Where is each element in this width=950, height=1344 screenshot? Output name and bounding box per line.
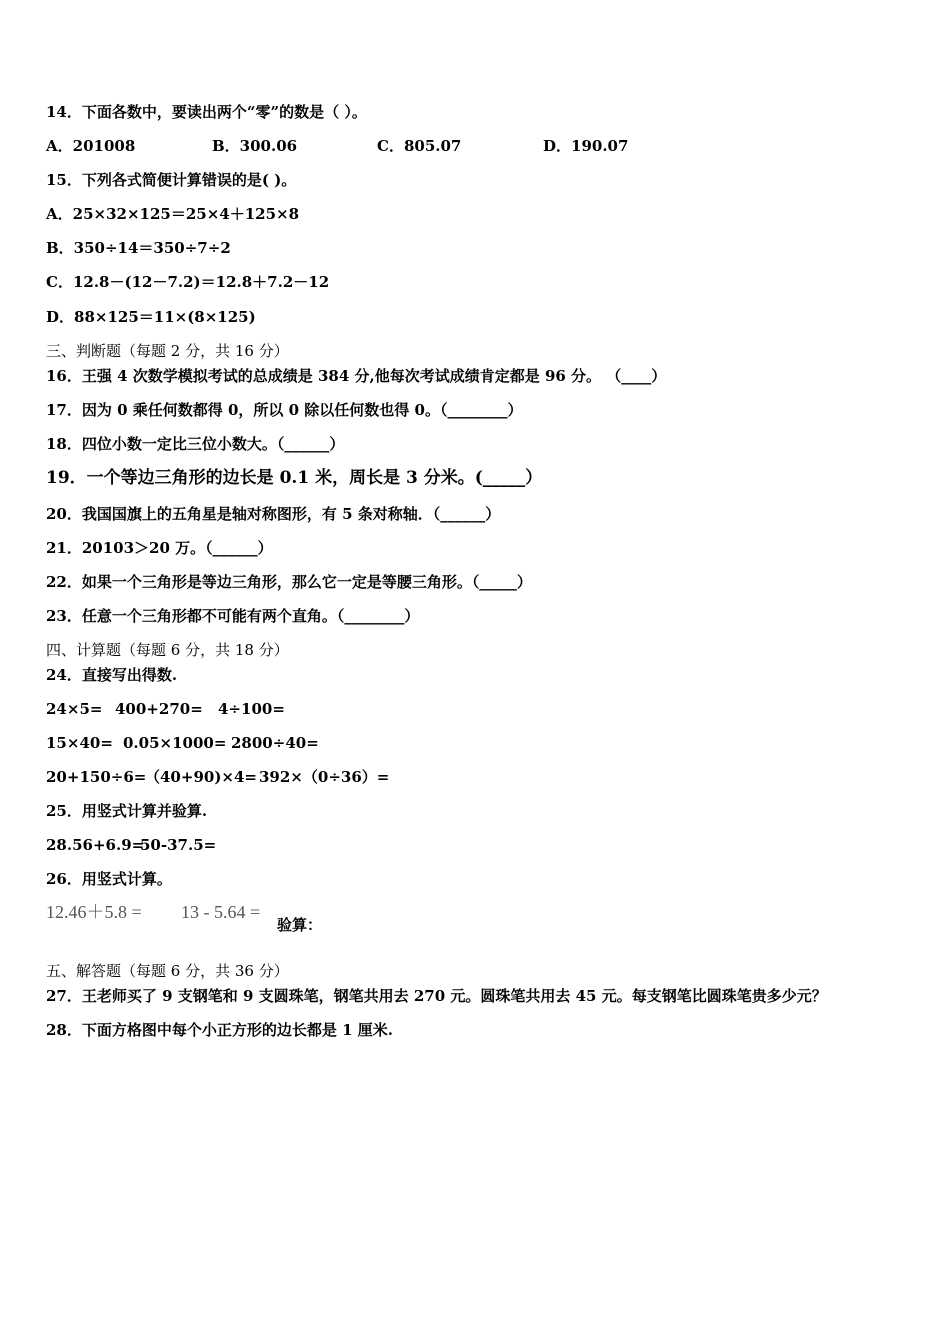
judge-question-19: 19．一个等边三角形的边长是 0.1 米，周长是 3 分米。(_____） bbox=[46, 468, 543, 488]
q24-row3-item1: 20+150÷6= bbox=[46, 768, 147, 786]
q15-option-d: D．88×125＝11×(8×125) bbox=[46, 308, 256, 326]
q15-option-a: A．25×32×125＝25×4＋125×8 bbox=[46, 205, 300, 223]
q24-row2-item2: 0.05×1000= bbox=[123, 734, 227, 752]
q25-item2: 50-37.5= bbox=[140, 836, 217, 854]
judge-question-20: 20．我国国旗上的五角星是轴对称图形，有 5 条对称轴．（______） bbox=[46, 505, 501, 523]
question-14-stem: 14．下面各数中，要读出两个“零”的数是（ ）。 bbox=[46, 103, 367, 121]
question-15-stem: 15．下列各式简便计算错误的是( )。 bbox=[46, 171, 297, 189]
q24-row2-item1: 15×40= bbox=[46, 734, 113, 752]
q24-row1-item1: 24×5= bbox=[46, 700, 103, 718]
q14-option-b: B．300.06 bbox=[212, 137, 298, 155]
q26-formula-1: 12.46＋5.8 = bbox=[46, 902, 142, 922]
q24-row1-item3: 4÷100= bbox=[218, 700, 285, 718]
section-3-title: 三、判断题（每题 2 分，共 16 分） bbox=[46, 342, 289, 360]
q25-item1: 28.56+6.9= bbox=[46, 836, 145, 854]
q14-option-c: C．805.07 bbox=[377, 137, 462, 155]
q26-formula-2: 13 - 5.64 = bbox=[181, 902, 261, 922]
question-27: 27．王老师买了 9 支钢笔和 9 支圆珠笔，钢笔共用去 270 元。圆珠笔共用去 45 元。每支钢笔比圆珠笔贵多少元？ bbox=[46, 987, 827, 1005]
judge-question-17: 17．因为 0 乘任何数都得 0，所以 0 除以任何数也得 0。（________） bbox=[46, 401, 523, 419]
judge-question-22: 22．如果一个三角形是等边三角形，那么它一定是等腰三角形。（_____） bbox=[46, 573, 532, 591]
question-26-stem: 26．用竖式计算。 bbox=[46, 870, 172, 888]
section-4-title: 四、计算题（每题 6 分，共 18 分） bbox=[46, 641, 289, 659]
question-28: 28．下面方格图中每个小正方形的边长都是 1 厘米. bbox=[46, 1021, 393, 1039]
q24-row3-item3: 392×（0÷36）= bbox=[259, 768, 390, 786]
q24-row1-item2: 400+270= bbox=[115, 700, 203, 718]
section-5-title: 五、解答题（每题 6 分，共 36 分） bbox=[46, 962, 289, 980]
question-25-stem: 25．用竖式计算并验算. bbox=[46, 802, 208, 820]
q24-row3-item2: （40+90)×4= bbox=[145, 768, 257, 786]
judge-question-23: 23．任意一个三角形都不可能有两个直角。（________） bbox=[46, 607, 420, 625]
q26-check-label: 验算： bbox=[277, 916, 323, 934]
q14-option-d: D．190.07 bbox=[543, 137, 629, 155]
judge-question-21: 21．20103＞20 万。（______） bbox=[46, 539, 273, 557]
judge-question-16: 16．王强 4 次数学模拟考试的总成绩是 384 分,他每次考试成绩肯定都是 96 分。 （____） bbox=[46, 367, 667, 385]
question-24-stem: 24．直接写出得数. bbox=[46, 666, 178, 684]
q15-option-b: B．350÷14＝350÷7÷2 bbox=[46, 239, 231, 257]
q15-option-c: C．12.8－(12－7.2)＝12.8＋7.2－12 bbox=[46, 273, 330, 291]
q24-row2-item3: 2800÷40= bbox=[231, 734, 319, 752]
judge-question-18: 18．四位小数一定比三位小数大。（______） bbox=[46, 435, 345, 453]
q14-option-a: A．201008 bbox=[46, 137, 136, 155]
